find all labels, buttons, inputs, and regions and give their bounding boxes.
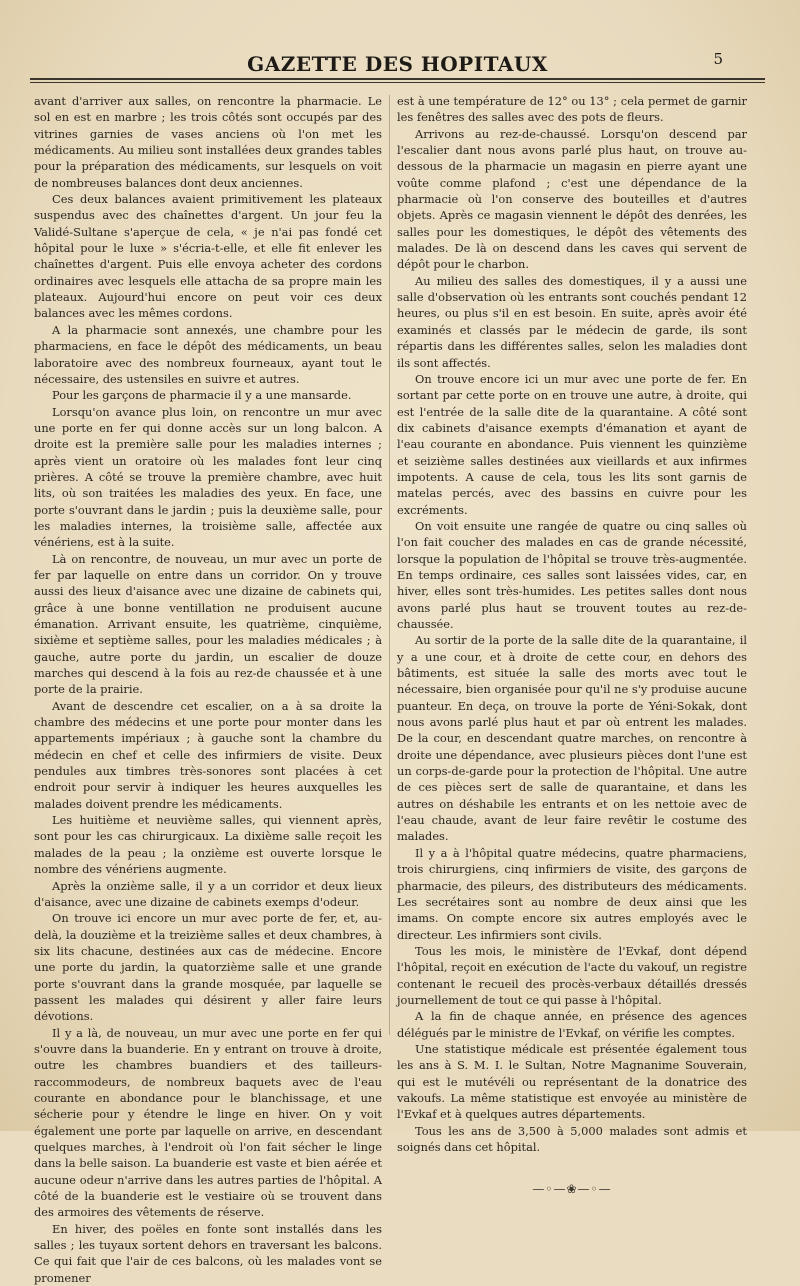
paragraph: Au sortir de la porte de la salle dite de la quarantaine, il y a une cour, et à droite de cette cour, en dehors des bâtiments, est située la salle des morts avec tout le nécessaire, bien organisée pour qu'il ne s'y produise aucune puanteur. En deça, on trouve la porte de Yéni-Sokak, dont nous avons parlé plus haut et par où entrent les malades. De la cour, en descendant quatre marches, on rencontre à droite une dépendance, avec plusieurs pièces dont l'une est un corps-de-garde pour la protection de l'hôpital. Une autre de ces pièces sert de salle de quarantaine, et dans les autres on déshabile les entrants et on les nettoie avec de l'eau chaude, avant de leur faire revêtir le costume des malades. — [397, 633, 747, 844]
paragraph: A la pharmacie sont annexés, une chambre pour les pharmaciens, en face le dépôt des médicaments, un beau laboratoire avec des nombreux fourneaux, ayant tout le nécessaire, des ustensiles en suivre et autres. — [34, 322, 382, 386]
column-divider — [389, 95, 390, 1035]
paragraph: Ces deux balances avaient primitivement les plateaux suspendus avec des chaînettes d'argent. Un jour feu la Validé-Sultane s'aperçue de cela, « je n'ai pas fondé cet hôpital pour le luxe » s'écria-t-elle, et elle fit enlever les chaînettes d'argent. Puis elle envoya acheter des cordons ordinaires avec lesquels elle attacha de sa propre main les plateaux. Aujourd'hui encore on peut voir ces deux balances avec les mêmes cordons. — [34, 192, 382, 321]
ornament-separator: —◦—❀—◦— — [532, 1182, 612, 1197]
page-header — [30, 48, 765, 88]
page-number: 5 — [713, 50, 723, 68]
paragraph: Avant de descendre cet escalier, on a à sa droite la chambre des médecins et une porte pour monter dans les appartements impériaux ; à gauche sont la chambre du médecin en chef et celle des infirmiers de visite. Deux pendules aux timbres très-sonores sont placées à cet endroit pour servir à indiquer les heures auxquelles les malades doivent prendre les médicaments. — [34, 698, 382, 811]
paragraph: On voit ensuite une rangée de quatre ou cinq salles où l'on fait coucher des malades en cas de grande nécessité, lorsque la population de l'hôpital se trouve très-augmentée. En temps ordinaire, ces salles sont laissées vides, car, en hiver, elles sont très-humides. Les petites salles dont nous avons parlé plus haut se trouvent toutes au rez-de-chaussée. — [397, 518, 747, 631]
page-title: GAZETTE DES HOPITAUX — [247, 52, 548, 76]
paragraph: Une statistique médicale est présentée également tous les ans à S. M. I. le Sultan, Notre Magnanime Souverain, qui est le mutévéli ou représentant de la donatrice des vakoufs. La même statistique est envoyée au ministère de l'Evkaf et à quelques autres départements. — [397, 1041, 747, 1122]
paragraph: Tous les mois, le ministère de l'Evkaf, dont dépend l'hôpital, reçoit en exécution de l'acte du vakouf, un registre contenant le recueil des procès-verbaux détaillés dressés journellement de tout ce qui passe à l'hôpital. — [397, 943, 747, 1007]
right-column — [397, 93, 747, 1198]
paragraph: Les huitième et neuvième salles, qui viennent après, sont pour les cas chirurgicaux. La dixième salle reçoit les malades de la peau ; la onzième est ouverte lorsque le nombre des vénériens augmente. — [34, 813, 382, 877]
paragraph: avant d'arriver aux salles, on rencontre la pharmacie. Le sol en est en marbre ; les trois côtés sont occupés par des vitrines garnies de vases anciens où l'on met les médicaments. Au milieu sont installées deux grandes tables pour la préparation des médicaments, sur lesquels on voit de nombreuses balances dont deux anciennes. — [34, 94, 382, 190]
paragraph: Il y a là, de nouveau, un mur avec une porte en fer qui s'ouvre dans la buanderie. En y entrant on trouve à droite, outre les chambres buandiers et des tailleurs-raccommodeurs, de nombreux baquets avec de l'eau courante en abondance pour le blanchissage, et une sécherie pour y étendre le linge en hiver. On y voit également une porte par laquelle on arrive, en descendant quelques marches, à l'endroit où l'on fait sécher le linge dans la belle saison. La buanderie est vaste et bien aérée et aucune odeur n'arrive dans les autres parties de l'hôpital. A côté de la buanderie est le vestiaire où se trouvent dans des armoires des vêtements de réserve. — [34, 1025, 382, 1220]
paragraph: Il y a à l'hôpital quatre médecins, quatre pharmaciens, trois chirurgiens, cinq infirmiers de visite, des garçons de pharmacie, des pileurs, des distributeurs des médicaments. Les secrétaires sont au nombre de deux ainsi que les imams. On compte encore six autres employés avec le directeur. Les infirmiers sont civils. — [397, 845, 747, 942]
paragraph: En hiver, des poëles en fonte sont installés dans les salles ; les tuyaux sortent dehors en traversant les balcons. Ce qui fait que l'air de ces balcons, où les malades vont se promener — [34, 1221, 382, 1285]
header-rule — [30, 78, 765, 83]
left-column — [34, 93, 382, 1286]
paragraph: A la fin de chaque année, en présence des agences délégués par le ministre de l'Evkaf, on vérifie les comptes. — [397, 1009, 747, 1040]
paragraph: Là on rencontre, de nouveau, un mur avec un porte de fer par laquelle on entre dans un corridor. On y trouve aussi des lieux d'aisance avec une dizaine de cabinets qui, grâce à une bonne ventillation ne produisent aucune émanation. Arrivant ensuite, les quatrième, cinquième, sixième et septième salles, pour les maladies médicales ; à gauche, autre porte du jardin, un escalier de douze marches qui descend à la fois au rez-de chaussée et à une porte de la prairie. — [34, 551, 382, 697]
paragraph: On trouve ici encore un mur avec porte de fer, et, au-delà, la douzième et la treizième salles et deux chambres, à six lits chacune, destinées aux cas de médecine. Encore une porte du jardin, la quatorzième salle et une grande porte s'ouvrant dans la grande mosquée, par laquelle se passent les malades qui désirent y aller faire leurs dévotions. — [34, 911, 382, 1024]
paragraph: est à une température de 12° ou 13° ; cela permet de garnir les fenêtres des salles avec des pots de fleurs. — [397, 94, 747, 125]
paragraph: On trouve encore ici un mur avec une porte de fer. En sortant par cette porte on en trouve une autre, à droite, qui est l'entrée de la salle dite de la quarantaine. A côté sont dix cabinets d'aisance exempts d'émanation et ayant de l'eau courante en abondance. Puis viennent les quinzième et seizième salles destinées aux vieillards et aux infirmes impotents. A cause de cela, tous les lits sont garnis de matelas percés, avec des bassins en cuivre pour les excréments. — [397, 371, 747, 517]
paragraph: Après la onzième salle, il y a un corridor et deux lieux d'aisance, avec une dizaine de cabinets exemps d'odeur. — [34, 878, 382, 909]
paragraph: Tous les ans de 3,500 à 5,000 malades sont admis et soignés dans cet hôpital. — [397, 1123, 747, 1154]
paragraph: Lorsqu'on avance plus loin, on rencontre un mur avec une porte en fer qui donne accès sur un long balcon. A droite est la première salle pour les maladies internes ; après vient un oratoire où les malades font leur cinq prières. A côté se trouve la première chambre, avec huit lits, où son traitées les maladies des yeux. En face, une porte s'ouvrant dans le jardin ; puis la deuxième salle, pour les maladies internes, la troisième salle, affectée aux vénériens, est à la suite. — [34, 404, 382, 550]
paragraph: Pour les garçons de pharmacie il y a une mansarde. — [52, 388, 352, 403]
paragraph: Arrivons au rez-de-chaussé. Lorsqu'on descend par l'escalier dant nous avons parlé plus haut, on trouve au-dessous de la pharmacie un magasin en pierre ayant une voûte comme plafond ; c'est une dépendance de la pharmacie où l'on conserve des bouteilles et d'autres objets. Après ce magasin viennent le dépôt des denrées, les salles pour les domestiques, le dépôt des vêtements des malades. De là on descend dans les caves qui servent de dépôt pour le charbon. — [397, 126, 747, 272]
paragraph: Au milieu des salles des domestiques, il y a aussi une salle d'observation où les entrants sont couchés pendant 12 heures, ou plus s'il en est besoin. En suite, après avoir été examinés et classés par le médecin de garde, ils sont répartis dans les différentes salles, selon les maladies dont ils sont affectés. — [397, 273, 747, 370]
